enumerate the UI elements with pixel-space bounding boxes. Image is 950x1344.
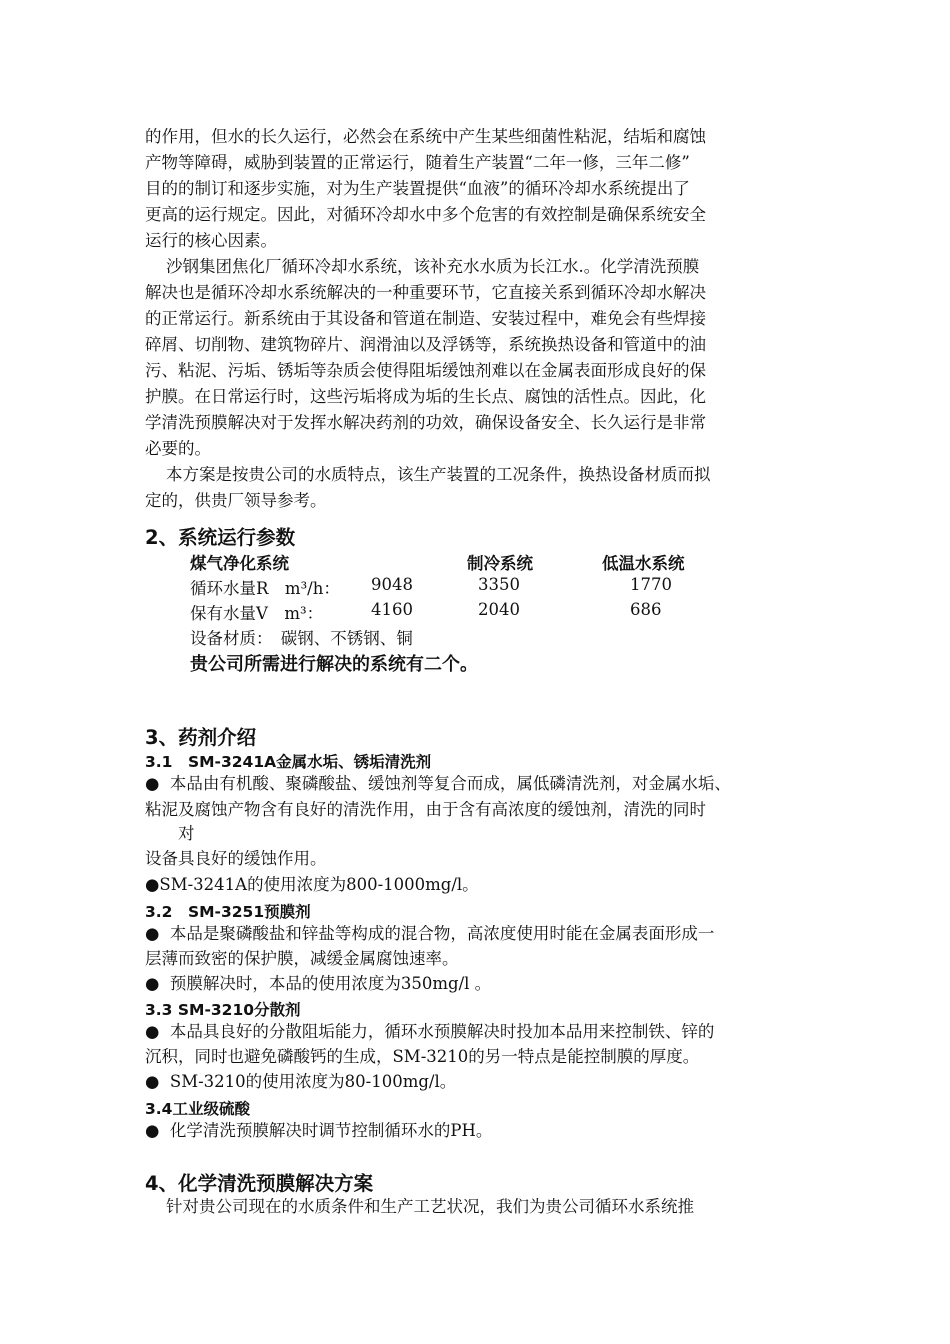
table-cell: 1770 (630, 575, 672, 594)
col-header: 制冷系统 (467, 554, 533, 573)
body-line: ● 本品具良好的分散阻垢能力，循环水预膜解决时投加本品用来控制铁、锌的 (145, 1022, 715, 1041)
material-line: 设备材质： 碳钢、不锈钢、铜 (190, 629, 413, 648)
intro-line: 碎屑、切削物、建筑物碎片、润滑油以及浮锈等，系统换热设备和管道中的油 (145, 335, 706, 354)
intro-line: 学清洗预膜解决对于发挥水解决药剂的功效，确保设备安全、长久运行是非常 (145, 413, 706, 432)
body-line: ●SM-3241A的使用浓度为800-1000mg/l。 (145, 875, 479, 894)
body-line: 粘泥及腐蚀产物含有良好的清洗作用，由于含有高浓度的缓蚀剂，清洗的同时 (145, 800, 706, 819)
col-header: 低温水系统 (602, 554, 685, 573)
intro-line: 本方案是按贵公司的水质特点，该生产装置的工况条件，换热设备材质而拟 (145, 465, 711, 484)
section2-heading: 2、系统运行参数 (145, 526, 296, 549)
body-line: ● 预膜解决时，本品的使用浓度为350mg/l 。 (145, 974, 492, 993)
table-cell: 4160 (371, 600, 413, 619)
subsection-title: 3.2 SM-3251预膜剂 (145, 903, 311, 921)
intro-line: 更高的运行规定。因此，对循环冷却水中多个危害的有效控制是确保系统安全 (145, 205, 706, 224)
body-line: 对 (145, 824, 195, 843)
intro-line: 污、粘泥、污垢、锈垢等杂质会使得阻垢缓蚀剂难以在金属表面形成良好的保 (145, 361, 706, 380)
row-label: 循环水量R m³/h： (190, 579, 340, 598)
intro-line: 护膜。在日常运行时，这些污垢将成为垢的生长点、腐蚀的活性点。因此，化 (145, 387, 706, 406)
intro-line: 的作用，但水的长久运行，必然会在系统中产生某些细菌性粘泥，结垢和腐蚀 (145, 127, 706, 146)
intro-line: 沙钢集团焦化厂循环冷却水系统，该补充水水质为长江水.。化学清洗预膜 (145, 257, 700, 276)
subsection-title: 3.4工业级硫酸 (145, 1100, 250, 1118)
body-line: ● 本品是聚磷酸盐和锌盐等构成的混合物，高浓度使用时能在金属表面形成一 (145, 924, 715, 943)
table-cell: 2040 (478, 600, 520, 619)
body-line: 沉积，同时也避免磷酸钙的生成，SM-3210的另一特点是能控制膜的厚度。 (145, 1047, 700, 1066)
table-cell: 3350 (478, 575, 520, 594)
body-line: 层薄而致密的保护膜，减缓金属腐蚀速率。 (145, 949, 459, 968)
table-cell: 9048 (371, 575, 413, 594)
body-line: ● 本品由有机酸、聚磷酸盐、缓蚀剂等复合而成，属低磷清洗剂，对金属水垢、 (145, 774, 731, 793)
row-label: 保有水量V m³： (190, 604, 324, 623)
body-line: 设备具良好的缓蚀作用。 (145, 849, 327, 868)
intro-line: 目的的制订和逐步实施，对为生产装置提供“血液”的循环冷却水系统提出了 (145, 179, 690, 198)
body-line: ● SM-3210的使用浓度为80-100mg/l。 (145, 1072, 457, 1091)
intro-line: 必要的。 (145, 439, 211, 458)
section4-heading: 4、化学清洗预膜解决方案 (145, 1172, 374, 1195)
subsection-title: 3.3 SM-3210分散剂 (145, 1001, 301, 1019)
table-cell: 686 (630, 600, 662, 619)
col-header: 煤气净化系统 (190, 554, 289, 573)
intro-line: 运行的核心因素。 (145, 231, 277, 250)
intro-line: 产物等障碍，威胁到装置的正常运行，随着生产装置“二年一修，三年二修” (145, 153, 690, 172)
subsection-title: 3.1 SM-3241A金属水垢、锈垢清洗剂 (145, 753, 432, 771)
systems-note: 贵公司所需进行解决的系统有二个。 (190, 654, 478, 675)
intro-line: 解决也是循环冷却水系统解决的一种重要环节，它直接关系到循环冷却水解决 (145, 283, 706, 302)
body-line: ● 化学清洗预膜解决时调节控制循环水的PH。 (145, 1121, 493, 1140)
body-line: 针对贵公司现在的水质条件和生产工艺状况，我们为贵公司循环水系统推 (145, 1197, 694, 1216)
section3-heading: 3、药剂介绍 (145, 726, 257, 749)
intro-line: 的正常运行。新系统由于其设备和管道在制造、安装过程中，难免会有些焊接 (145, 309, 706, 328)
intro-line: 定的，供贵厂领导参考。 (145, 491, 327, 510)
